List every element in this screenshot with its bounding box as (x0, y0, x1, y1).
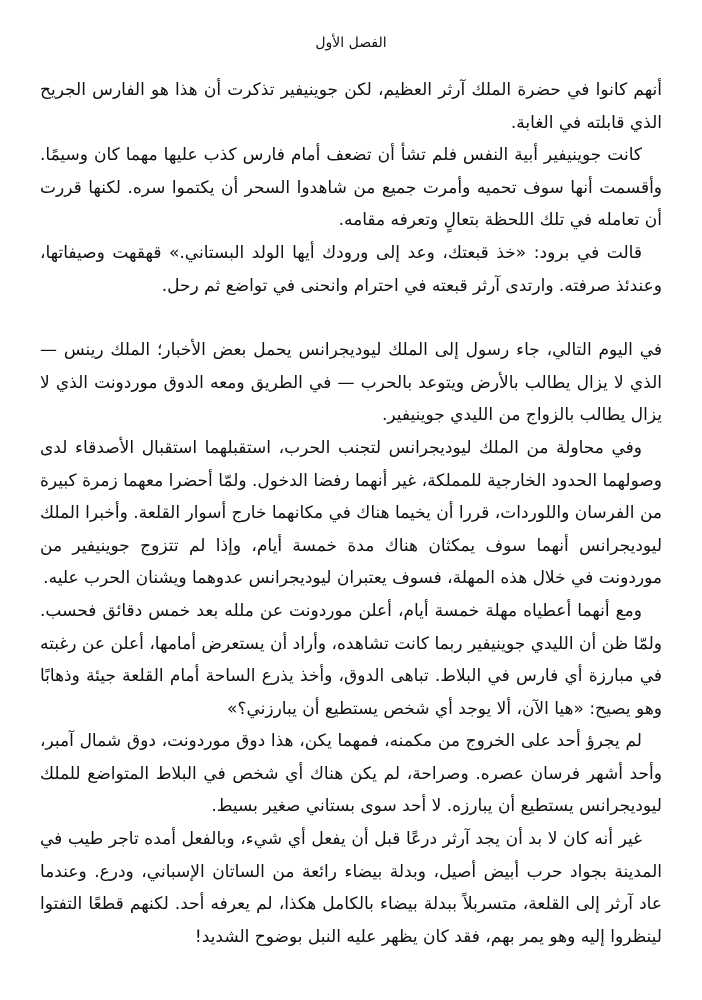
paragraph: غير أنه كان لا بد أن يجد آرثر درعًا قبل أن يفعل أي شيء، وبالفعل أمده تاجر طيب في المدينة بجواد حرب أبيض أصيل، وبدلة بيضاء رائعة من الساتان الإسباني، ودرع. وعندما عاد آرثر إلى القلعة، متسربلاً ببدلة بيضاء بالكامل هكذا، لم يعرفه أحد. لكنهم قطعًا التفتوا لينظروا إليه وهو يمر بهم، فقد كان يظهر عليه النبل بوضوح الشديد! (40, 829, 662, 947)
paragraph: أنهم كانوا في حضرة الملك آرثر العظيم، لكن جوينيفير تذكرت أن هذا هو الفارس الجريح الذي قابلته في الغابة. (40, 80, 662, 133)
chapter-header: الفصل الأول (315, 35, 387, 51)
paragraph: كانت جوينيفير أبية النفس فلم تشأ أن تضعف أمام فارس كذب عليها مهما كان وسيمًا. وأقسمت أنها سوف تحميه وأمرت جميع من شاهدوا السحر أن يكتموا سره. لكنها قررت أن تعامله في تلك اللحظة بتعالٍ وتعرفه مقامه. (40, 145, 662, 231)
paragraph: قالت في برود: «خذ قبعتك، وعد إلى ورودك أيها الولد البستاني.» قهقهت وصيفاتها، وعندئذ صرفته. وارتدى آرثر قبعته في احترام وانحنى في تواضع ثم رحل. (40, 242, 662, 296)
paragraph: وفي محاولة من الملك ليوديجرانس لتجنب الحرب، استقبلهما استقبال الأصدقاء لدى وصولهما الحدود الخارجية للمملكة، غير أنهما رفضا الدخول. ولمّا أحضرا معهما زمرة كبيرة من الفرسان واللوردات، قررا أن يخيما هناك في مكانهما خارج أسوار القلعة. وأخبرا الملك ليوديجرانس أنهما سوف يمكثان هناك مدة خمسة أيام، وإذا لم تتزوج جوينيفير من موردونت في خلال هذه المهلة، فسوف يعتبران ليوديجرانس عدوهما ويشنان الحرب عليه. (40, 437, 662, 589)
page-body (40, 74, 662, 953)
section-break (40, 302, 662, 334)
paragraph: لم يجرؤ أحد على الخروج من مكمنه، فمهما يكن، هذا دوق موردونت، دوق شمال آمبر، وأحد أشهر فرسان عصره. وصراحة، لم يكن هناك أي شخص في البلاط المتواضع للملك ليوديجرانس يستطيع أن يبارزه. لا أحد سوى بستاني صغير بسيط. (40, 731, 662, 817)
paragraph: في اليوم التالي، جاء رسول إلى الملك ليوديجرانس يحمل بعض الأخبار؛ الملك رينس — الذي لا يزال يطالب بالأرض ويتوعد بالحرب — في الطريق ومعه الدوق موردونت الذي لا يزال يطالب بالزواج من الليدي جوينيفير. (40, 340, 662, 426)
paragraph: ومع أنهما أعطياه مهلة خمسة أيام، أعلن موردونت عن ملله بعد خمس دقائق فحسب. ولمّا ظن أن الليدي جوينيفير ربما كانت تشاهده، وأراد أن يستعرض أمامها، أعلن عن رغبته في مبارزة أي فارس في البلاط. تباهى الدوق، وأخذ يذرع الساحة أمام القلعة جيئة وذهابًا وهو يصيح: «هيا الآن، ألا يوجد أي شخص يستطيع أن يبارزني؟» (40, 600, 662, 719)
